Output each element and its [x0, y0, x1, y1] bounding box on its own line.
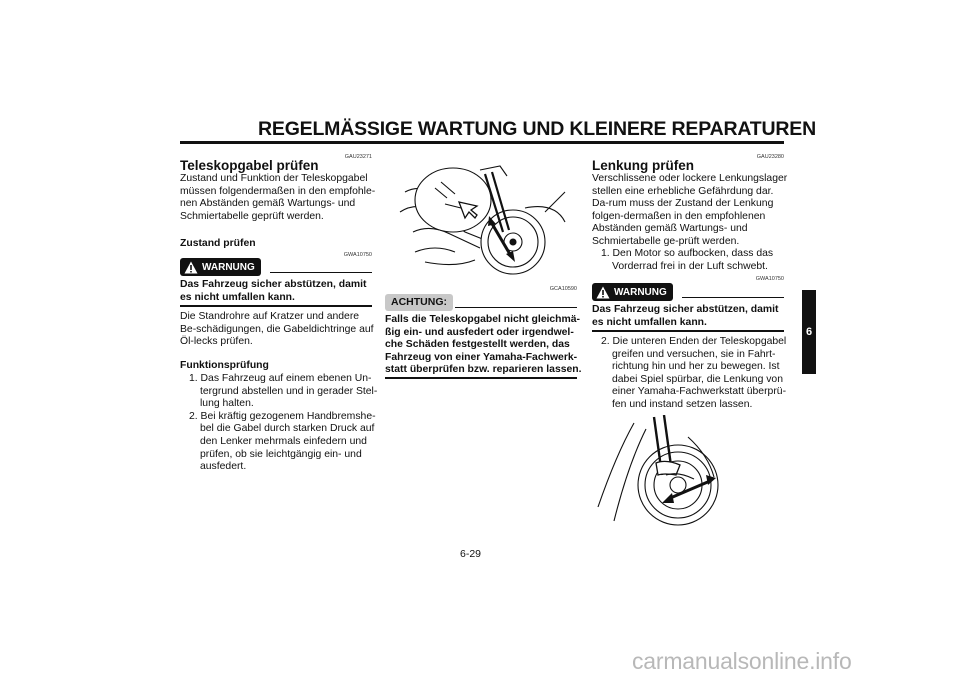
steering-check-illustration — [596, 415, 726, 530]
warning-text: Das Fahrzeug sicher abstützen, damit es nicht umfallen kann. — [592, 304, 779, 328]
warning-bottom-rule — [592, 330, 784, 332]
warning-label: WARNUNG — [202, 261, 255, 273]
caution-rule — [455, 307, 577, 308]
caution-code: GCA10590 — [549, 286, 577, 292]
condition-paragraph: Die Standrohre auf Kratzer und andere Be-schädigungen, die Gabeldichtringe auf Öl-lecks prüfen. — [180, 311, 374, 348]
subheading-zustand: Zustand prüfen — [180, 238, 256, 249]
warning-code: GWA10750 — [343, 252, 372, 258]
list-item: 1. Das Fahrzeug auf einem ebenen Un-tergrund abstellen und in gerader Stel-lung halten. — [189, 373, 378, 410]
section-title-teleskopgabel: Teleskopgabel prüfen — [180, 158, 319, 173]
subheading-funktion: Funktionsprüfung — [180, 360, 269, 371]
warning-triangle-icon — [184, 261, 198, 274]
warning-badge — [180, 258, 261, 276]
list-item: 2. Bei kräftig gezogenem Handbremshe-bel die Gabel durch starken Druck auf den Lenker mehrmals einfedern und prüfen, ob sie leichtgängig ein- und ausfedert. — [189, 410, 376, 473]
front-fork-illustration — [395, 152, 575, 282]
intro-paragraph: Zustand und Funktion der Teleskopgabel müssen folgendermaßen in den empfohle-nen Abständen gemäß Wartungs- und Schmiertabelle geprüft werden. — [180, 173, 376, 222]
page-header-title: REGELMÄSSIGE WARTUNG UND KLEINERE REPARATUREN — [258, 118, 816, 140]
warning-rule — [682, 297, 784, 298]
section-title-lenkung: Lenkung prüfen — [592, 158, 694, 173]
warning-label: WARNUNG — [614, 286, 667, 298]
warning-triangle-icon — [596, 286, 610, 299]
chapter-tab: 6 — [802, 290, 816, 374]
page-number: 6-29 — [460, 548, 482, 560]
intro-paragraph: Verschlissene oder lockere Lenkungslager stellen eine erhebliche Gefährdung dar. Da-rum muss der Zustand der Lenkung folgen-dermaßen in den empfohlenen Abständen gemäß Wartungs- und Schmiertabelle ge-prüft werden. — [592, 173, 788, 247]
steps-list — [180, 373, 378, 474]
watermark: carmanualsonline.info — [632, 648, 852, 674]
warning-bottom-rule — [180, 305, 372, 307]
warning-text: Das Fahrzeug sicher abstützen, damit es nicht umfallen kann. — [180, 279, 367, 303]
header-rule — [180, 141, 784, 144]
warning-code: GWA10750 — [755, 276, 784, 282]
warning-rule — [270, 272, 372, 273]
section-code: GAU23271 — [344, 154, 372, 160]
list-item: 1. Den Motor so aufbocken, dass das Vorderrad frei in der Luft schwebt. — [601, 248, 774, 272]
caution-badge: ACHTUNG: — [385, 294, 453, 311]
caution-text: Falls die Teleskopgabel nicht gleichmä-ßig ein- und ausfedert oder irgendwel-che Schäden festgestellt werden, das Fahrzeug von einer Yamaha-Fachwerk-statt überprüfen bzw. reparieren lassen. — [385, 314, 582, 376]
warning-badge — [592, 283, 673, 301]
caution-bottom-rule — [385, 377, 577, 379]
section-code: GAU23280 — [756, 154, 784, 160]
list-item: 2. Die unteren Enden der Teleskopgabel greifen und versuchen, sie in Fahrt-richtung hin und her zu bewegen. Ist dabei Spiel spürbar, die Lenkung von einer Yamaha-Fachwerkstatt überprü-fen und instand setzen lassen. — [601, 336, 787, 410]
